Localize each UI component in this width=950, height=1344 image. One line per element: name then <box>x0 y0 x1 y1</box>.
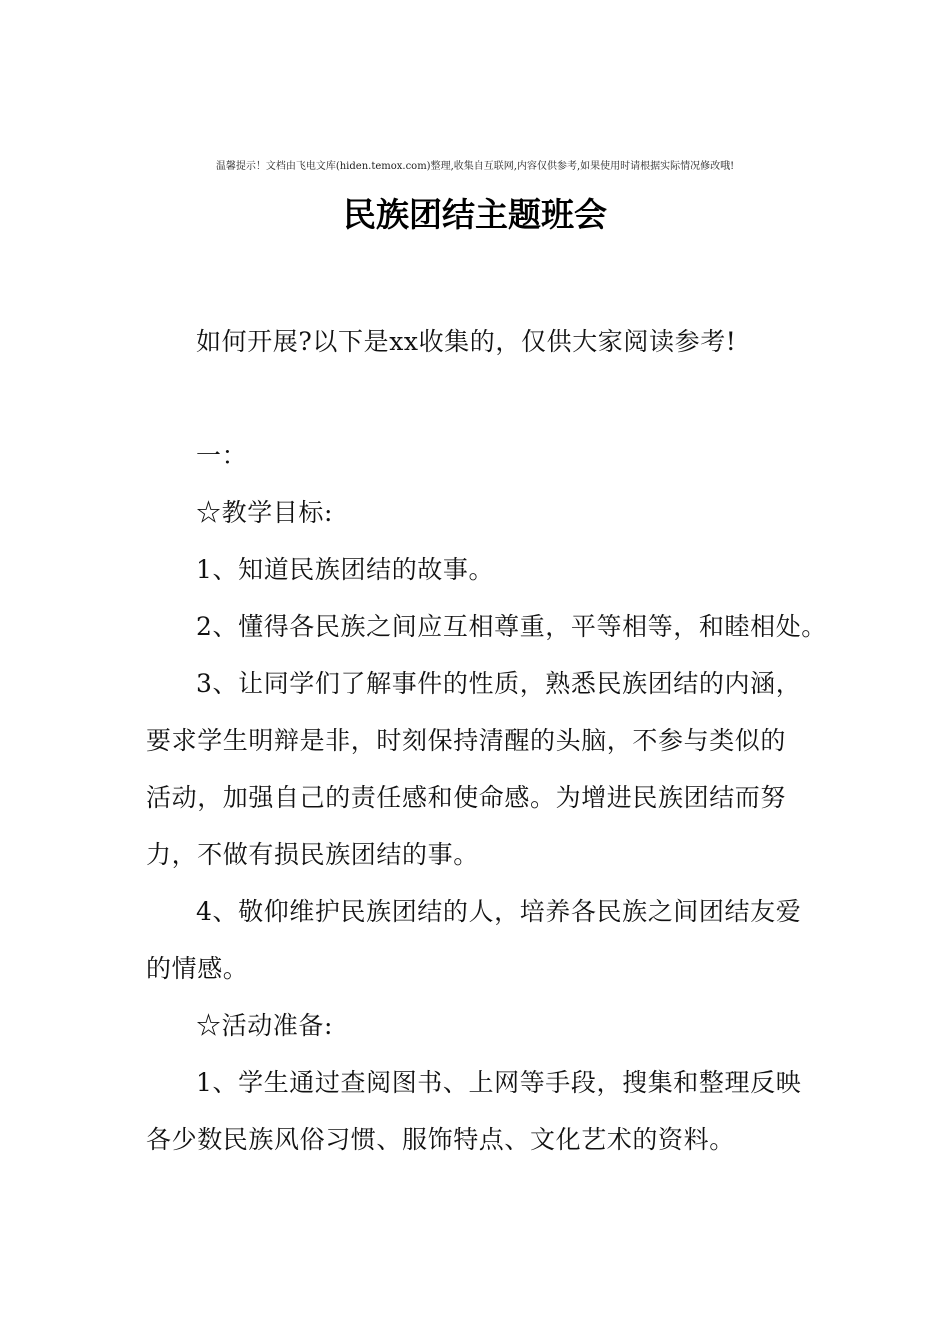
goal-item-2: 2、懂得各民族之间应互相尊重，平等相等，和睦相处。 <box>196 612 827 641</box>
heading-teaching-goals: ☆教学目标: <box>196 498 334 527</box>
intro-line: 如何开展?以下是xx收集的，仅供大家阅读参考! <box>196 327 737 356</box>
goal-item-1: 1、知道民族团结的故事。 <box>196 555 495 584</box>
goal-item-3-line-3: 活动，加强自己的责任感和使命感。为增进民族团结而努 <box>146 783 787 812</box>
goal-item-3-line-4: 力，不做有损民族团结的事。 <box>146 840 479 869</box>
goal-item-4-line-2: 的情感。 <box>146 954 249 983</box>
header-notice: 温馨提示！文档由飞电文库(hiden.temox.com)整理,收集自互联网,内容仅供参考,如果使用时请根据实际情况修改哦! <box>215 161 735 172</box>
goal-item-3-line-2: 要求学生明辩是非，时刻保持清醒的头脑，不参与类似的 <box>146 726 787 755</box>
goal-item-3-line-1: 3、让同学们了解事件的性质，熟悉民族团结的内涵， <box>196 669 802 698</box>
heading-activity-prep: ☆活动准备: <box>196 1011 334 1040</box>
prep-item-1-line-1: 1、学生通过查阅图书、上网等手段，搜集和整理反映 <box>196 1068 802 1097</box>
goal-item-4-line-1: 4、敬仰维护民族团结的人，培养各民族之间团结友爱 <box>196 897 802 926</box>
document-title: 民族团结主题班会 <box>343 195 607 234</box>
section-heading-one: 一： <box>196 441 248 470</box>
prep-item-1-line-2: 各少数民族风俗习惯、服饰特点、文化艺术的资料。 <box>146 1125 735 1154</box>
